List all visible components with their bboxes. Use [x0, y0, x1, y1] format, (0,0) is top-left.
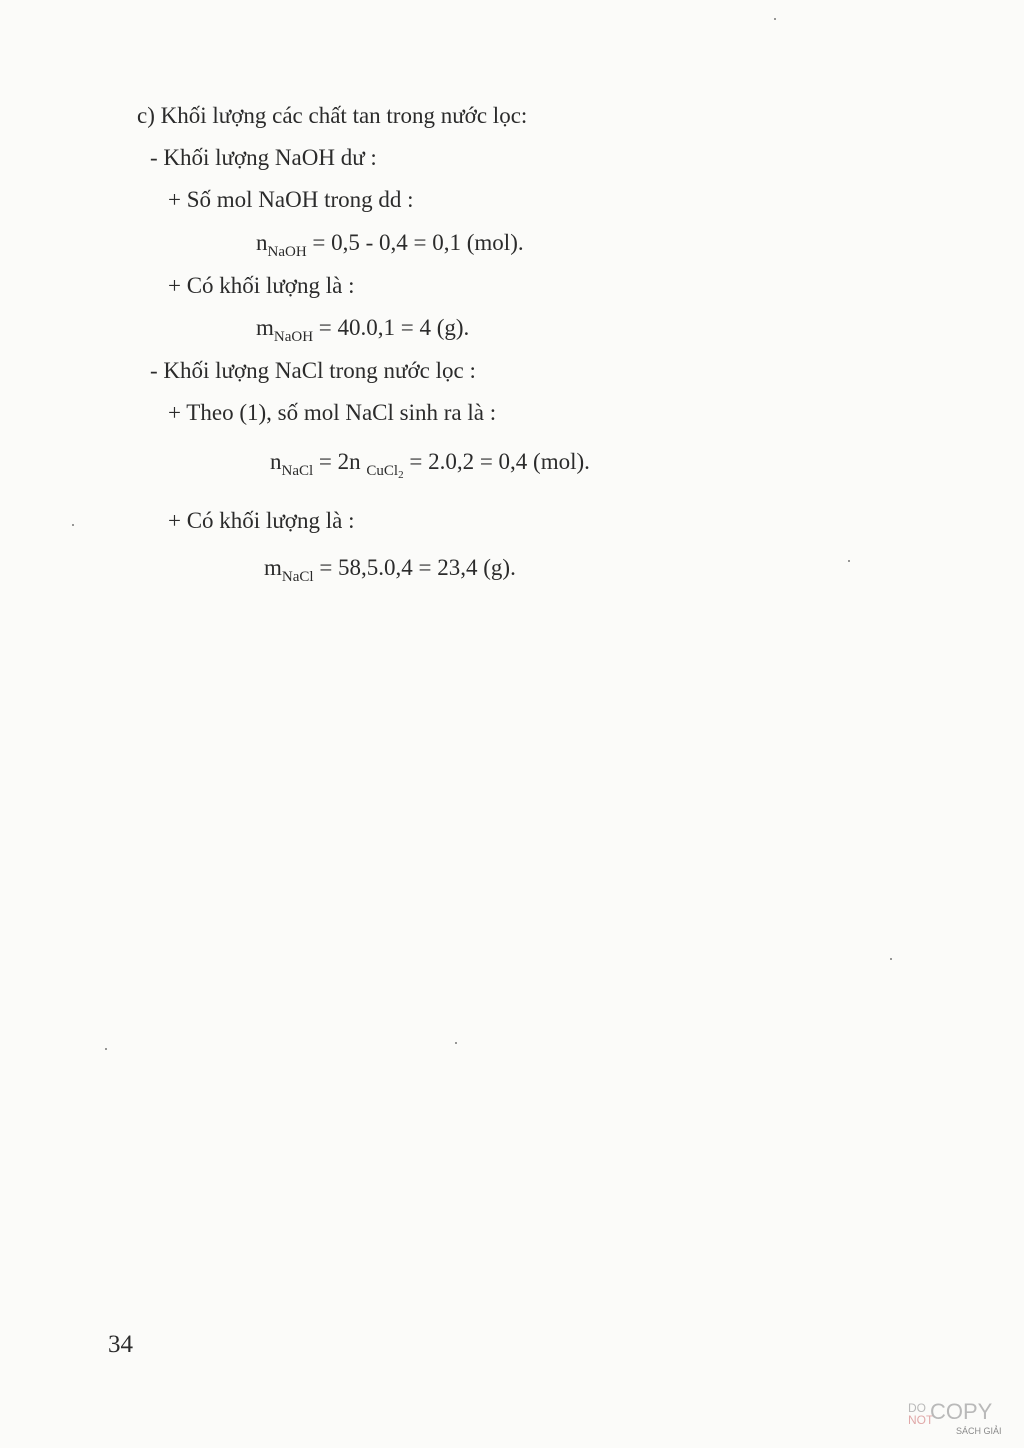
scan-speck [848, 560, 850, 562]
stamp-not: NOT [908, 1413, 934, 1427]
nacl-mass-label: + Có khối lượng là : [168, 508, 355, 533]
equation-symbol: m [264, 555, 282, 580]
m-nacl-equation [264, 553, 516, 586]
equation-subscript-cucl2: CuCl [366, 463, 399, 479]
naoh-mass-label: + Có khối lượng là : [168, 273, 355, 298]
copy-stamp-logo [908, 1400, 1008, 1440]
section-c-heading: c) Khối lượng các chất tan trong nước lọc: [137, 103, 528, 128]
scan-speck [72, 524, 74, 526]
n-nacl-equation [270, 447, 590, 481]
nacl-mol-label: + Theo (1), số mol NaCl sinh ra là : [168, 400, 497, 425]
scan-speck [890, 958, 892, 960]
equation-rest: = 40.0,1 = 4 (g). [313, 315, 470, 340]
page-number: 34 [108, 1331, 133, 1358]
n-naoh-equation [256, 228, 524, 261]
equation-rest: = 0,5 - 0,4 = 0,1 (mol). [306, 230, 524, 255]
equation-subscript: NaOH [267, 244, 307, 260]
equation-subscript: NaCl [281, 569, 314, 585]
stamp-do: DO [908, 1401, 926, 1415]
equation-subscript-index: 2 [398, 469, 404, 481]
stamp-copy: COPY [930, 1399, 993, 1424]
equation-rest: = 58,5.0,4 = 23,4 (g). [313, 555, 516, 580]
m-naoh-equation [256, 313, 469, 346]
scan-speck [455, 1042, 457, 1044]
equation-mid: = 2n [313, 449, 367, 474]
scan-speck [774, 18, 776, 20]
stamp-brand: SÁCH GIẢI [956, 1426, 1002, 1436]
scan-speck [105, 1048, 107, 1050]
equation-symbol: m [256, 315, 274, 340]
equation-rest: = 2.0,2 = 0,4 (mol). [403, 449, 590, 474]
naoh-mol-label: + Số mol NaOH trong dd : [168, 187, 414, 212]
equation-subscript: NaCl [281, 463, 314, 479]
equation-subscript: NaOH [273, 329, 314, 345]
equation-symbol: n [270, 449, 282, 474]
nacl-heading: - Khối lượng NaCl trong nước lọc : [150, 358, 476, 383]
equation-symbol: n [256, 230, 268, 255]
naoh-heading: - Khối lượng NaOH dư : [150, 145, 377, 170]
